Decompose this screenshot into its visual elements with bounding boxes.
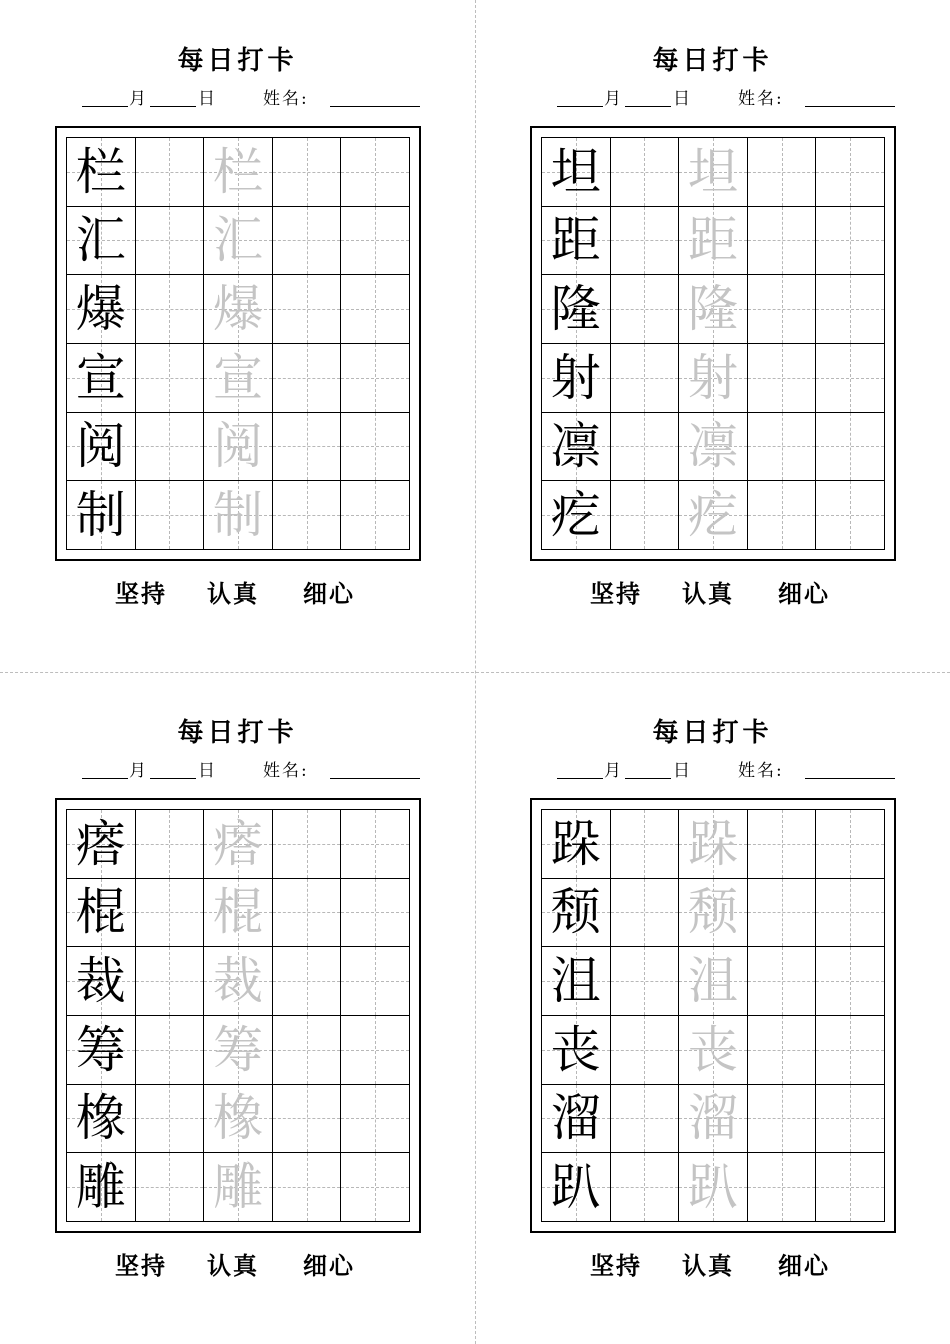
trace-cell[interactable] (204, 947, 273, 1016)
model-character: 疙 (550, 486, 601, 545)
month-blank[interactable] (82, 106, 128, 107)
model-character: 汇 (75, 211, 126, 270)
practice-cell[interactable] (341, 1016, 410, 1085)
practice-cell[interactable] (748, 947, 817, 1016)
motto-persist: 坚持 (590, 1251, 642, 1280)
day-blank[interactable] (150, 106, 196, 107)
trace-cell[interactable] (679, 947, 748, 1016)
trace-cell[interactable] (679, 207, 748, 276)
model-cell (542, 879, 611, 948)
practice-cell[interactable] (341, 413, 410, 482)
trace-cell[interactable] (204, 1153, 273, 1222)
model-character: 颓 (550, 883, 601, 942)
trace-character: 坦 (687, 142, 738, 201)
practice-cell[interactable] (273, 1153, 342, 1222)
name-label: 姓名: (263, 761, 309, 781)
month-blank[interactable] (557, 778, 603, 779)
day-blank[interactable] (150, 778, 196, 779)
practice-cell[interactable] (611, 1016, 680, 1085)
practice-card (475, 672, 950, 1344)
practice-cell[interactable] (611, 344, 680, 413)
model-character: 溜 (550, 1089, 601, 1148)
model-cell (542, 1153, 611, 1222)
motto-serious: 认真 (682, 579, 734, 608)
date-name-line (475, 760, 950, 784)
trace-cell[interactable] (204, 413, 273, 482)
practice-cell[interactable] (341, 207, 410, 276)
writing-grid (541, 137, 885, 550)
model-character: 沮 (550, 952, 601, 1011)
model-character: 制 (75, 486, 126, 545)
model-character: 距 (550, 211, 601, 270)
motto-persist: 坚持 (590, 579, 642, 608)
trace-character: 趴 (687, 1158, 738, 1217)
day-label: 日 (673, 89, 690, 109)
practice-cell[interactable] (748, 275, 817, 344)
model-cell (542, 1016, 611, 1085)
trace-character: 栏 (212, 142, 263, 201)
practice-cell[interactable] (273, 138, 342, 207)
trace-character: 爆 (212, 280, 263, 339)
name-label: 姓名: (263, 89, 309, 109)
motto-persist: 坚持 (115, 1251, 167, 1280)
trace-cell[interactable] (679, 481, 748, 550)
name-label: 姓名: (738, 761, 784, 781)
trace-cell[interactable] (204, 275, 273, 344)
name-blank[interactable] (330, 106, 420, 107)
practice-card (0, 672, 475, 1344)
trace-cell[interactable] (204, 1016, 273, 1085)
practice-cell[interactable] (816, 1016, 885, 1085)
trace-character: 雕 (212, 1158, 263, 1217)
motto-footer (475, 1246, 950, 1280)
practice-cell[interactable] (341, 1085, 410, 1154)
practice-cell[interactable] (341, 344, 410, 413)
trace-cell[interactable] (679, 413, 748, 482)
practice-cell[interactable] (136, 275, 205, 344)
writing-grid (66, 137, 410, 550)
model-cell (542, 275, 611, 344)
model-cell (67, 947, 136, 1016)
writing-grid (66, 809, 410, 1222)
practice-cell[interactable] (611, 481, 680, 550)
practice-cell[interactable] (748, 413, 817, 482)
model-character: 栏 (75, 142, 126, 201)
writing-grid-frame (530, 126, 896, 561)
name-blank[interactable] (805, 778, 895, 779)
practice-cell[interactable] (748, 1153, 817, 1222)
trace-cell[interactable] (679, 138, 748, 207)
model-cell (67, 1016, 136, 1085)
trace-character: 隆 (687, 280, 738, 339)
practice-cell[interactable] (816, 413, 885, 482)
model-character: 趴 (550, 1158, 601, 1217)
practice-cell[interactable] (136, 810, 205, 879)
trace-character: 棍 (212, 883, 263, 942)
practice-cell[interactable] (611, 207, 680, 276)
day-label: 日 (198, 89, 215, 109)
trace-character: 射 (687, 348, 738, 407)
practice-cell[interactable] (273, 879, 342, 948)
day-label: 日 (198, 761, 215, 781)
practice-cell[interactable] (273, 275, 342, 344)
practice-cell[interactable] (611, 947, 680, 1016)
trace-cell[interactable] (679, 1153, 748, 1222)
model-cell (67, 1153, 136, 1222)
trace-cell[interactable] (204, 810, 273, 879)
model-character: 瘩 (75, 814, 126, 873)
motto-footer (0, 1246, 475, 1280)
practice-cell[interactable] (816, 1153, 885, 1222)
card-title: 每日打卡 (652, 718, 773, 748)
trace-character: 凛 (687, 417, 738, 476)
practice-cell[interactable] (816, 275, 885, 344)
practice-cell[interactable] (341, 810, 410, 879)
trace-cell[interactable] (204, 207, 273, 276)
trace-character: 跺 (687, 814, 738, 873)
practice-cell[interactable] (611, 275, 680, 344)
trace-character: 疙 (687, 486, 738, 545)
trace-character: 阅 (212, 417, 263, 476)
practice-cell[interactable] (273, 1085, 342, 1154)
practice-card (0, 0, 475, 672)
practice-cell[interactable] (273, 810, 342, 879)
practice-cell[interactable] (748, 138, 817, 207)
card-title: 每日打卡 (177, 718, 298, 748)
practice-cell[interactable] (748, 810, 817, 879)
motto-serious: 认真 (207, 1251, 259, 1280)
practice-cell[interactable] (816, 344, 885, 413)
practice-cell[interactable] (816, 810, 885, 879)
trace-cell[interactable] (204, 344, 273, 413)
writing-grid-frame (55, 126, 421, 561)
model-character: 丧 (550, 1020, 601, 1079)
trace-character: 沮 (687, 952, 738, 1011)
name-label: 姓名: (738, 89, 784, 109)
model-cell (542, 810, 611, 879)
month-blank[interactable] (557, 106, 603, 107)
trace-character: 丧 (687, 1020, 738, 1079)
practice-cell[interactable] (611, 413, 680, 482)
practice-cell[interactable] (816, 879, 885, 948)
practice-cell[interactable] (816, 947, 885, 1016)
practice-cell[interactable] (611, 810, 680, 879)
trace-character: 瘩 (212, 814, 263, 873)
motto-careful: 细心 (303, 579, 355, 608)
motto-footer (475, 574, 950, 608)
trace-cell[interactable] (204, 1085, 273, 1154)
practice-cell[interactable] (748, 1085, 817, 1154)
model-cell (67, 481, 136, 550)
model-character: 棍 (75, 883, 126, 942)
date-name-line (475, 88, 950, 112)
practice-cell[interactable] (748, 879, 817, 948)
model-cell (67, 879, 136, 948)
practice-cell[interactable] (341, 481, 410, 550)
model-cell (67, 138, 136, 207)
month-label: 月 (604, 89, 621, 109)
model-character: 雕 (75, 1158, 126, 1217)
practice-cell[interactable] (136, 1016, 205, 1085)
motto-careful: 细心 (778, 579, 830, 608)
practice-cell[interactable] (816, 481, 885, 550)
writing-grid (541, 809, 885, 1222)
model-character: 坦 (550, 142, 601, 201)
motto-serious: 认真 (682, 1251, 734, 1280)
trace-character: 制 (212, 486, 263, 545)
model-cell (67, 275, 136, 344)
name-blank[interactable] (330, 778, 420, 779)
model-cell (542, 138, 611, 207)
trace-character: 裁 (212, 952, 263, 1011)
model-character: 橡 (75, 1089, 126, 1148)
trace-cell[interactable] (679, 810, 748, 879)
practice-cell[interactable] (816, 1085, 885, 1154)
model-character: 爆 (75, 280, 126, 339)
motto-persist: 坚持 (115, 579, 167, 608)
model-cell (67, 1085, 136, 1154)
practice-cell[interactable] (816, 138, 885, 207)
model-cell (542, 1085, 611, 1154)
practice-cell[interactable] (611, 138, 680, 207)
trace-character: 颓 (687, 883, 738, 942)
trace-cell[interactable] (204, 879, 273, 948)
model-cell (542, 947, 611, 1016)
card-title: 每日打卡 (652, 46, 773, 76)
trace-cell[interactable] (679, 879, 748, 948)
model-cell (67, 207, 136, 276)
model-cell (67, 413, 136, 482)
model-cell (542, 207, 611, 276)
day-label: 日 (673, 761, 690, 781)
trace-character: 距 (687, 211, 738, 270)
practice-cell[interactable] (341, 879, 410, 948)
model-character: 凛 (550, 417, 601, 476)
model-cell (67, 344, 136, 413)
practice-cell[interactable] (611, 1085, 680, 1154)
writing-grid-frame (55, 798, 421, 1233)
motto-serious: 认真 (207, 579, 259, 608)
month-label: 月 (129, 761, 146, 781)
month-label: 月 (129, 89, 146, 109)
trace-character: 橡 (212, 1089, 263, 1148)
practice-cell[interactable] (748, 1016, 817, 1085)
motto-footer (0, 574, 475, 608)
model-character: 宣 (75, 348, 126, 407)
trace-character: 筹 (212, 1020, 263, 1079)
practice-cell[interactable] (273, 481, 342, 550)
practice-cell[interactable] (816, 207, 885, 276)
practice-cell[interactable] (136, 879, 205, 948)
trace-cell[interactable] (204, 138, 273, 207)
trace-character: 宣 (212, 348, 263, 407)
practice-cell[interactable] (136, 481, 205, 550)
practice-cell[interactable] (136, 344, 205, 413)
practice-cell[interactable] (136, 1153, 205, 1222)
day-blank[interactable] (625, 106, 671, 107)
month-label: 月 (604, 761, 621, 781)
practice-cell[interactable] (273, 1016, 342, 1085)
practice-cell[interactable] (748, 207, 817, 276)
date-name-line (0, 760, 475, 784)
day-blank[interactable] (625, 778, 671, 779)
practice-cell[interactable] (136, 947, 205, 1016)
practice-cell[interactable] (611, 879, 680, 948)
model-character: 阅 (75, 417, 126, 476)
model-character: 裁 (75, 952, 126, 1011)
practice-cell[interactable] (341, 275, 410, 344)
practice-cell[interactable] (341, 138, 410, 207)
trace-character: 溜 (687, 1089, 738, 1148)
practice-cell[interactable] (273, 207, 342, 276)
date-name-line (0, 88, 475, 112)
model-character: 跺 (550, 814, 601, 873)
practice-cell[interactable] (748, 344, 817, 413)
trace-cell[interactable] (679, 275, 748, 344)
practice-cell[interactable] (611, 1153, 680, 1222)
card-title: 每日打卡 (177, 46, 298, 76)
practice-cell[interactable] (273, 344, 342, 413)
writing-grid-frame (530, 798, 896, 1233)
practice-cell[interactable] (136, 1085, 205, 1154)
motto-careful: 细心 (303, 1251, 355, 1280)
practice-cell[interactable] (136, 207, 205, 276)
model-character: 隆 (550, 280, 601, 339)
practice-card (475, 0, 950, 672)
trace-cell[interactable] (679, 344, 748, 413)
trace-cell[interactable] (204, 481, 273, 550)
trace-cell[interactable] (679, 1016, 748, 1085)
practice-cell[interactable] (136, 413, 205, 482)
practice-cell[interactable] (273, 413, 342, 482)
practice-cell[interactable] (748, 481, 817, 550)
trace-character: 汇 (212, 211, 263, 270)
name-blank[interactable] (805, 106, 895, 107)
practice-cell[interactable] (341, 1153, 410, 1222)
motto-careful: 细心 (778, 1251, 830, 1280)
model-cell (542, 344, 611, 413)
trace-cell[interactable] (679, 1085, 748, 1154)
practice-cell[interactable] (136, 138, 205, 207)
model-character: 筹 (75, 1020, 126, 1079)
model-character: 射 (550, 348, 601, 407)
model-cell (542, 413, 611, 482)
practice-cell[interactable] (273, 947, 342, 1016)
month-blank[interactable] (82, 778, 128, 779)
model-cell (542, 481, 611, 550)
model-cell (67, 810, 136, 879)
practice-cell[interactable] (341, 947, 410, 1016)
